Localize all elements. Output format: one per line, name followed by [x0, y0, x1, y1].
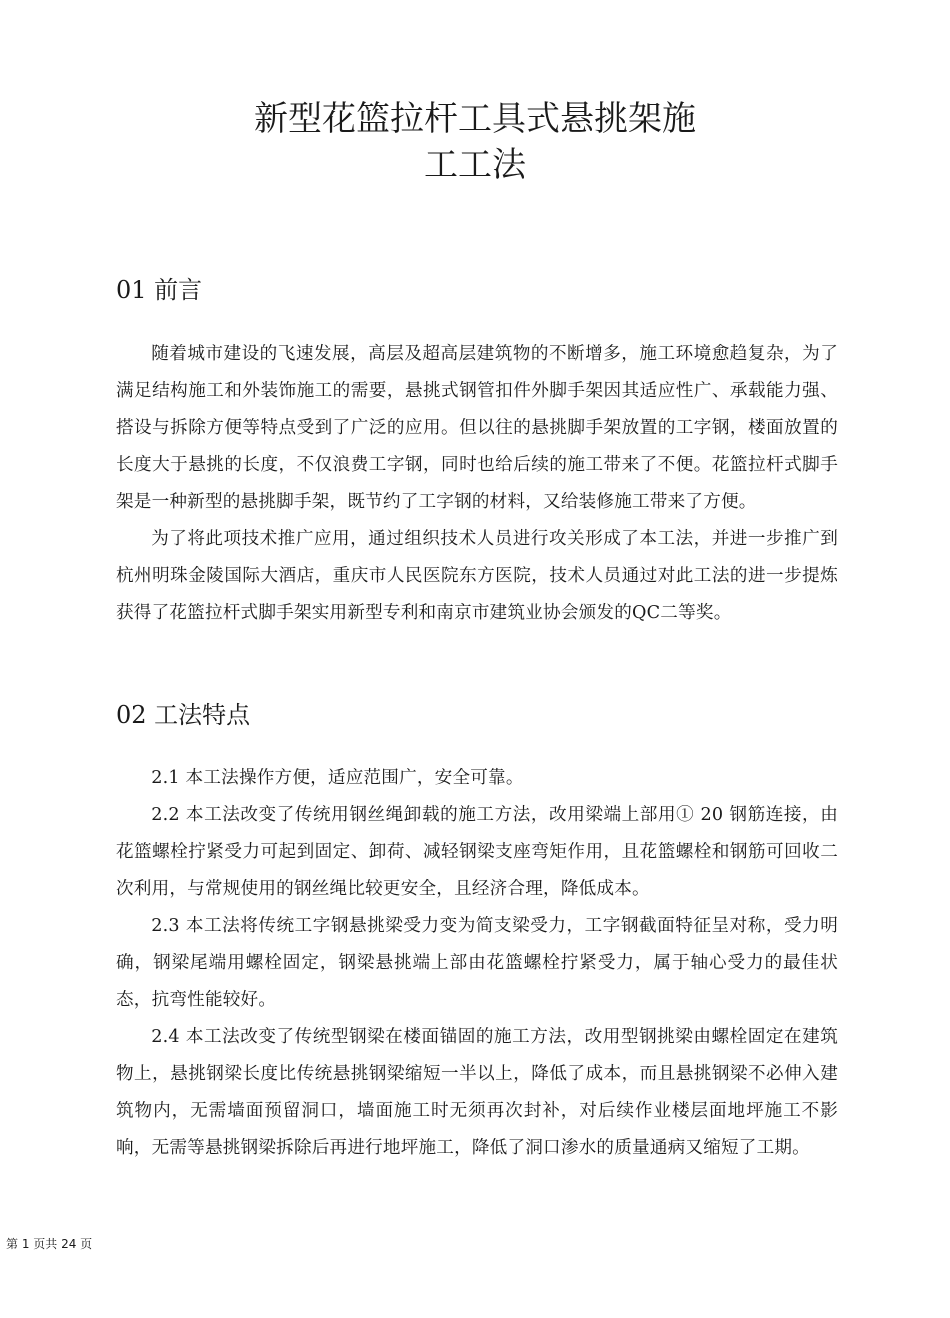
paragraph: 2.2 本工法改变了传统用钢丝绳卸载的施工方法，改用梁端上部用① 20 钢筋连接，由花篮螺栓拧紧受力可起到固定、卸荷、减轻钢梁支座弯矩作用，且花篮螺栓和钢筋可回收二次利用，与常规使用的钢丝绳比较更安全，且经济合理，降低成本。: [116, 805, 838, 899]
paragraph: 2.3 本工法将传统工字钢悬挑梁受力变为简支梁受力，工字钢截面特征呈对称，受力明确，钢梁尾端用螺栓固定，钢梁悬挑端上部由花篮螺栓拧紧受力，属于轴心受力的最佳状态，抗弯性能较好。: [116, 916, 838, 1010]
document-title-line-1: 新型花篮拉杆工具式悬挑架施: [254, 99, 696, 139]
paragraph: 2.1 本工法操作方便，适应范围广，安全可靠。: [151, 768, 524, 788]
document-title: [0, 96, 950, 188]
paragraph: 为了将此项技术推广应用，通过组织技术人员进行攻关形成了本工法，并进一步推广到杭州明珠金陵国际大酒店，重庆市人民医院东方医院，技术人员通过对此工法的进一步提炼获得了花篮拉杆式脚手架实用新型专利和南京市建筑业协会颁发的QC二等奖。: [116, 529, 838, 623]
section-heading-preface: 01 前言: [116, 276, 203, 304]
paragraph: 2.4 本工法改变了传统型钢梁在楼面锚固的施工方法，改用型钢挑梁由螺栓固定在建筑物上，悬挑钢梁长度比传统悬挑钢梁缩短一半以上，降低了成本，而且悬挑钢梁不必伸入建筑物内，无需墙面预留洞口，墙面施工时无须再次封补，对后续作业楼层面地坪施工不影响，无需等悬挑钢梁拆除后再进行地坪施工，降低了洞口渗水的质量通病又缩短了工期。: [116, 1027, 838, 1158]
paragraph: 随着城市建设的飞速发展，高层及超高层建筑物的不断增多，施工环境愈趋复杂，为了满足结构施工和外装饰施工的需要，悬挑式钢管扣件外脚手架因其适应性广、承载能力强、搭设与拆除方便等特点受到了广泛的应用。但以往的悬挑脚手架放置的工字钢，楼面放置的长度大于悬挑的长度，不仅浪费工字钢，同时也给后续的施工带来了不便。花篮拉杆式脚手架是一种新型的悬挑脚手架，既节约了工字钢的材料，又给装修施工带来了方便。: [116, 344, 838, 512]
section-preface-body: [116, 336, 838, 632]
section-heading-features: 02 工法特点: [116, 701, 251, 729]
document-title-line-2: 工工法: [424, 145, 526, 185]
section-features-body: [116, 760, 838, 1167]
page-number-footer: 第 1 页共 24 页: [6, 1237, 93, 1251]
